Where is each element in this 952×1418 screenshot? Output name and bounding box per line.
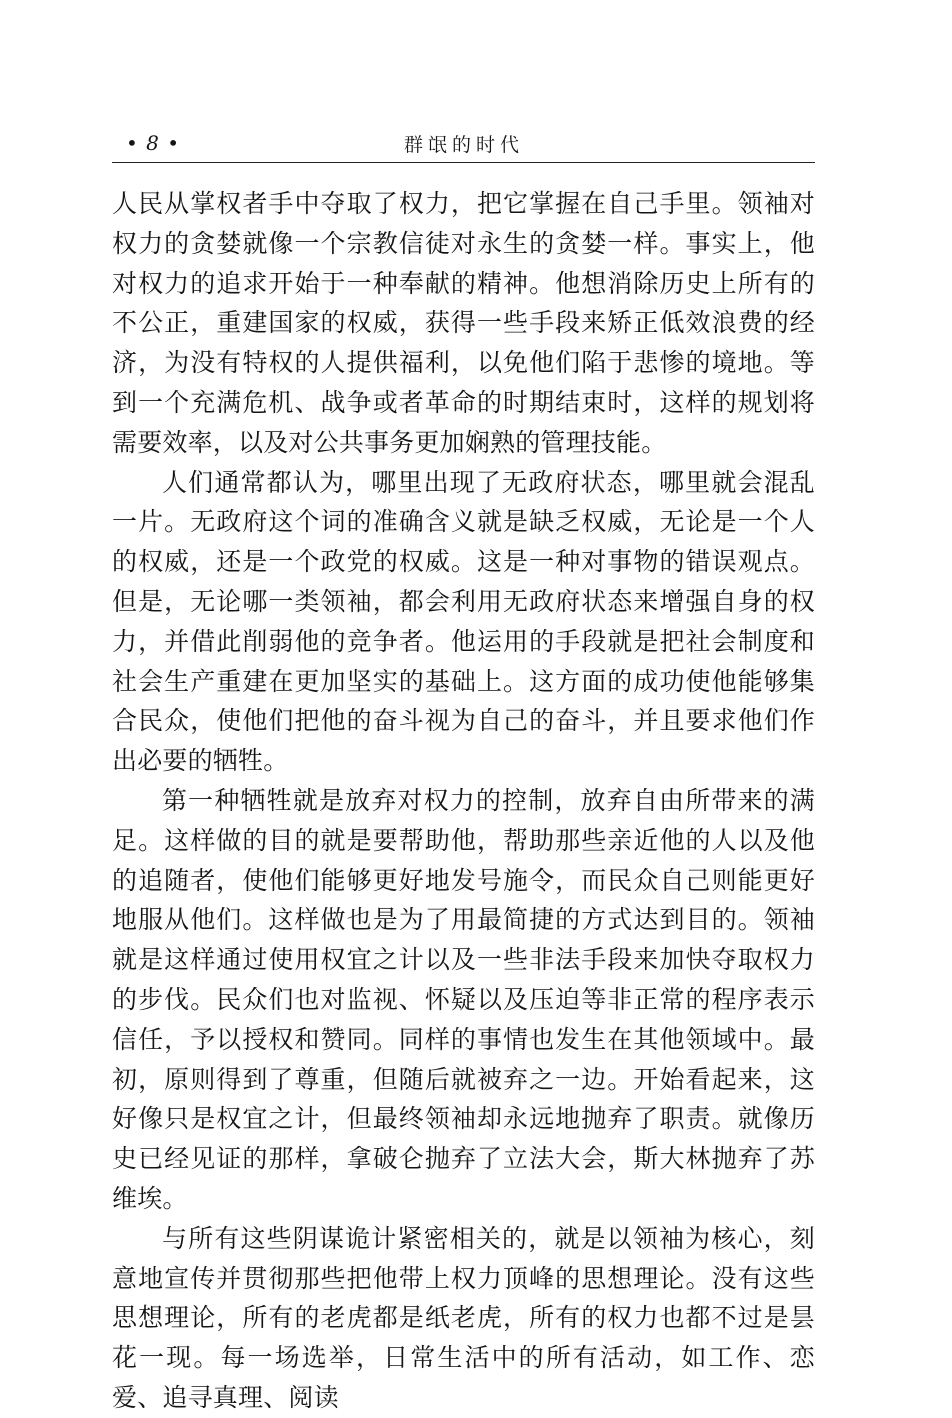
paragraph-2: 人们通常都认为，哪里出现了无政府状态，哪里就会混乱一片。无政府这个词的准确含义就是缺乏权威，无论是一个人的权威，还是一个政党的权威。这是一种对事物的错误观点。但是，无论哪一类领袖，都会利用无政府状态来增强自身的权力，并借此削弱他的竞争者。他运用的手段就是把社会制度和社会生产重建在更加坚实的基础上。这方面的成功使他能够集合民众，使他们把他的奋斗视为自己的奋斗，并且要求他们作出必要的牺牲。 — [112, 467, 815, 776]
paragraph-1: 人民从掌权者手中夺取了权力，把它掌握在自己手里。领袖对权力的贪婪就像一个宗教信徒对永生的贪婪一样。事实上，他对权力的追求开始于一种奉献的精神。他想消除历史上所有的不公正，重建国家的权威，获得一些手段来矫正低效浪费的经济，为没有特权的人提供福利，以免他们陷于悲惨的境地。等到一个充满危机、战争或者革命的时期结束时，这样的规划将需要效率，以及对公共事务更加娴熟的管理技能。 — [112, 189, 815, 457]
body-text — [112, 184, 815, 1418]
paragraph-4: 与所有这些阴谋诡计紧密相关的，就是以领袖为核心，刻意地宣传并贯彻那些把他带上权力顶峰的思想理论。没有这些思想理论，所有的老虎都是纸老虎，所有的权力也都不过是昙花一现。每一场选举，日常生活中的所有活动，如工作、恋爱、追寻真理、阅读 — [112, 1223, 815, 1412]
running-title: 群氓的时代 — [403, 134, 524, 156]
paragraph-3: 第一种牺牲就是放弃对权力的控制，放弃自由所带来的满足。这样做的目的就是要帮助他，帮助那些亲近他的人以及他的追随者，使他们能够更好地发号施令，而民众自己则能更好地服从他们。这样做也是为了用最简捷的方式达到目的。领袖就是这样通过使用权宜之计以及一些非法手段来加快夺取权力的步伐。民众们也对监视、怀疑以及压迫等非正常的程序表示信任，予以授权和赞同。同样的事情也发生在其他领域中。最初，原则得到了尊重，但随后就被弃之一边。开始看起来，这好像只是权宜之计，但最终领袖却永远地抛弃了职责。就像历史已经见证的那样，拿破仑抛弃了立法大会，斯大林抛弃了苏维埃。 — [112, 785, 815, 1213]
header-rule — [112, 162, 815, 163]
page-header — [112, 128, 815, 164]
page-number: • 8 • — [126, 131, 181, 155]
